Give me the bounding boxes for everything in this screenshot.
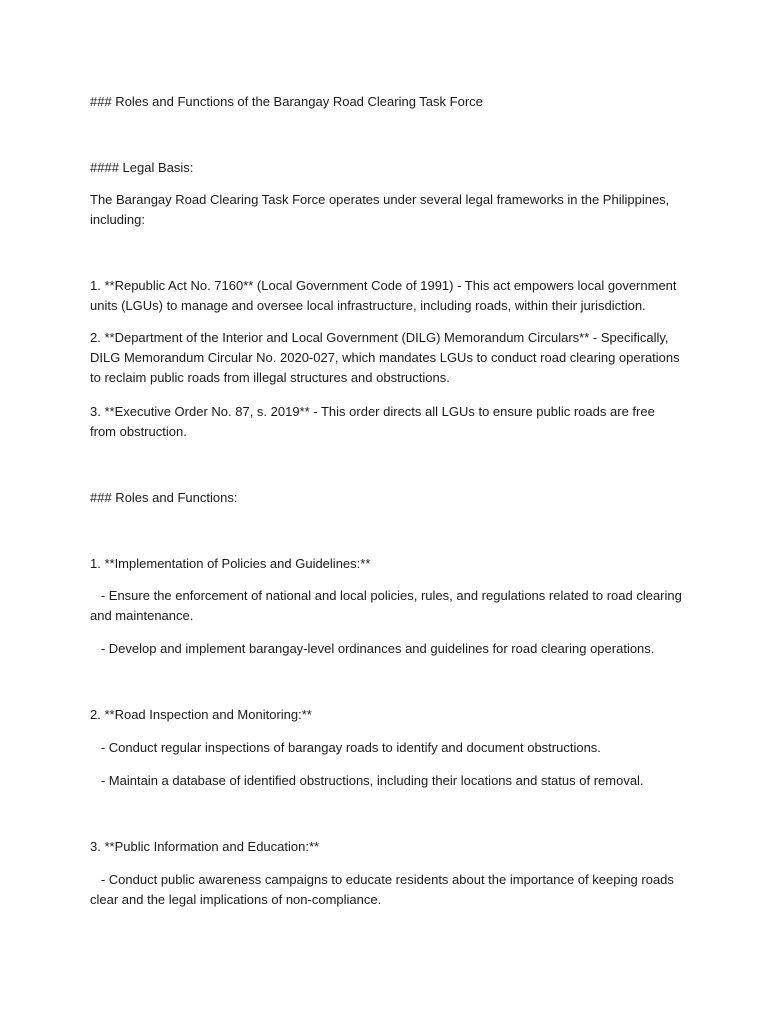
legal-item: 1. **Republic Act No. 7160** (Local Government Code of 1991) - This act empowers local government units (LGUs) to manage and oversee local infrastructure, including roads, within their jurisdiction. [90,278,681,313]
section-title: 3. **Public Information and Education:** [90,839,320,854]
intro-paragraph: The Barangay Road Clearing Task Force operates under several legal frameworks in the Philippines, including: [90,192,673,227]
section-bullet: - Maintain a database of identified obstructions, including their locations and status of removal. [90,773,644,788]
legal-item: 2. **Department of the Interior and Local Government (DILG) Memorandum Circulars** - Specifically, DILG Memorandum Circular No. 2020-027, which mandates LGUs to conduct road clearing operations to reclaim public roads from illegal structures and obstructions. [90,330,684,385]
section-bullet: - Conduct regular inspections of barangay roads to identify and document obstructions. [90,740,601,755]
section-bullet: - Develop and implement barangay-level ordinances and guidelines for road clearing operations. [90,641,655,656]
roles-functions-heading: ### Roles and Functions: [90,490,238,505]
section-title: 1. **Implementation of Policies and Guidelines:** [90,556,371,571]
section-bullet: - Ensure the enforcement of national and local policies, rules, and regulations related to road clearing and maintenance. [90,588,686,623]
document-heading: ### Roles and Functions of the Barangay Road Clearing Task Force [90,94,483,109]
legal-basis-heading: #### Legal Basis: [90,160,194,175]
legal-item: 3. **Executive Order No. 87, s. 2019** - This order directs all LGUs to ensure public roads are free from obstruction. [90,404,659,439]
section-bullet: - Conduct public awareness campaigns to educate residents about the importance of keeping roads clear and the legal implications of non-compliance. [90,872,678,907]
section-title: 2. **Road Inspection and Monitoring:** [90,707,312,722]
